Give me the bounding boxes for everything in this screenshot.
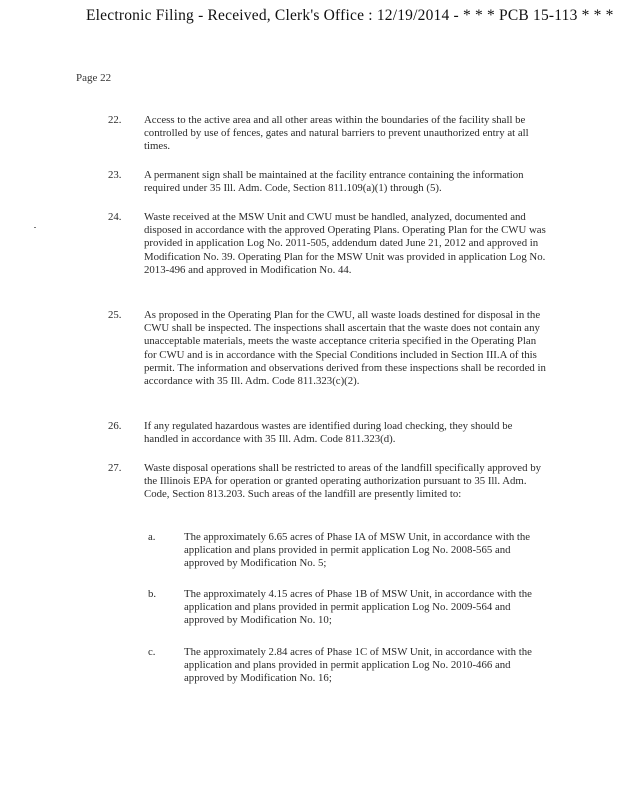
subitem-letter: a. bbox=[148, 531, 156, 543]
condition-number: 25. bbox=[108, 309, 122, 321]
condition-number: 22. bbox=[108, 114, 122, 126]
condition-26 bbox=[108, 420, 548, 446]
subitem-a bbox=[148, 531, 548, 571]
condition-23 bbox=[108, 169, 548, 195]
condition-text: Access to the active area and all other areas within the boundaries of the facility shall be controlled by use of fences, gates and natural barriers to prevent unauthorized entry at all times. bbox=[144, 114, 529, 153]
subitem-b bbox=[148, 588, 548, 628]
condition-text: Waste disposal operations shall be restricted to areas of the landfill specifically approved by the Illinois EPA for operation or granted operating authorization pursuant to 35 Ill. Adm. Code, Section 813.203. Such areas of the landfill are presently limited to: bbox=[144, 462, 541, 501]
condition-text: If any regulated hazardous wastes are identified during load checking, they should be handled in accordance with 35 Ill. Adm. Code 811.323(d). bbox=[144, 420, 513, 446]
condition-27 bbox=[108, 462, 548, 502]
condition-text: As proposed in the Operating Plan for the CWU, all waste loads destined for disposal in the CWU shall be inspected. The inspections shall ascertain that the waste does not contain any unacceptable materials, meets the waste acceptance criteria specified in the Operating Plan for CWU and is in accordance with the Special Conditions included in Section III.A of this permit. The information and observations derived from these inspections shall be recorded in accordance with 35 Ill. Adm. Code 811.323(c)(2). bbox=[144, 309, 546, 388]
subitem-text: The approximately 2.84 acres of Phase 1C of MSW Unit, in accordance with the application and plans provided in permit application Log No. 2010-466 and approved by Modification No. 16; bbox=[184, 646, 532, 685]
condition-22 bbox=[108, 114, 548, 154]
condition-number: 23. bbox=[108, 169, 122, 181]
scan-speck bbox=[34, 227, 36, 228]
subitem-c bbox=[148, 646, 548, 686]
subitem-letter: b. bbox=[148, 588, 157, 600]
subitem-letter: c. bbox=[148, 646, 156, 658]
condition-24 bbox=[108, 211, 548, 277]
condition-number: 26. bbox=[108, 420, 122, 432]
condition-number: 27. bbox=[108, 462, 122, 474]
condition-25 bbox=[108, 309, 548, 388]
subitem-text: The approximately 4.15 acres of Phase 1B of MSW Unit, in accordance with the application and plans provided in permit application Log No. 2009-564 and approved by Modification No. 10; bbox=[184, 588, 532, 627]
condition-text: Waste received at the MSW Unit and CWU must be handled, analyzed, documented and disposed in accordance with the approved Operating Plans. Operating Plan for the CWU was provided in application Log No. 2011-505, addendum dated June 21, 2012 and approved in Modification No. 39. Operating Plan for the MSW Unit was provided in application Log No. 2013-496 and approved in Modification No. 44. bbox=[144, 211, 546, 276]
condition-text: A permanent sign shall be maintained at the facility entrance containing the information required under 35 Ill. Adm. Code, Section 811.109(a)(1) through (5). bbox=[144, 169, 524, 195]
page-number: Page 22 bbox=[76, 72, 112, 84]
filing-stamp-header: Electronic Filing - Received, Clerk's Office : 12/19/2014 - * * * PCB 15-113 * * * bbox=[86, 7, 614, 24]
condition-number: 24. bbox=[108, 211, 122, 223]
subitem-text: The approximately 6.65 acres of Phase IA of MSW Unit, in accordance with the application and plans provided in permit application Log No. 2008-565 and approved by Modification No. 5; bbox=[184, 531, 531, 570]
